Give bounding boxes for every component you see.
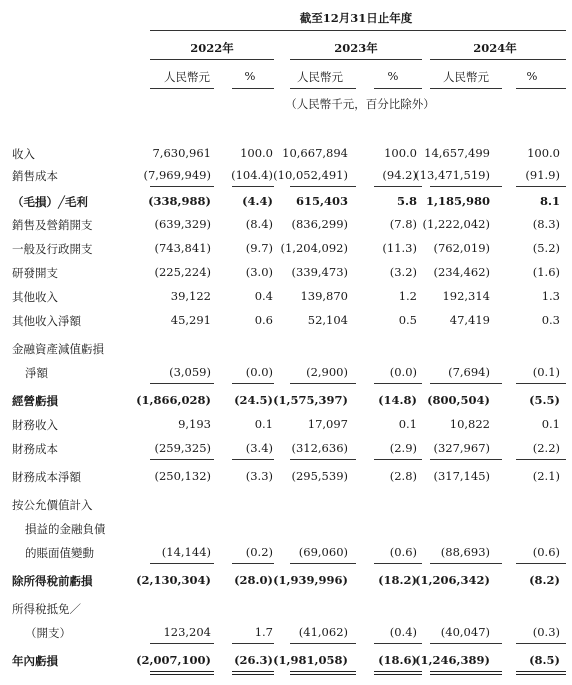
cell-value: 1,185,980 xyxy=(425,194,490,208)
cell-value: 47,419 xyxy=(449,313,490,327)
total-rule xyxy=(430,563,502,564)
cell-value: 123,204 xyxy=(163,625,211,639)
cell-value: (14,144) xyxy=(161,545,211,559)
cell-value: 0.1 xyxy=(254,417,273,431)
row-label: 經營虧損 xyxy=(12,394,58,408)
cell-value: (339,473) xyxy=(291,265,348,279)
total-rule xyxy=(430,459,502,460)
cell-value: 100.0 xyxy=(527,146,560,160)
row-label: （開支） xyxy=(25,626,71,640)
col-rule-6 xyxy=(516,88,566,89)
cell-value: (639,329) xyxy=(154,217,211,231)
cell-value: (338,988) xyxy=(148,194,211,208)
total-rule xyxy=(374,563,422,564)
cell-value: (3.4) xyxy=(245,441,273,455)
row-label: 收入 xyxy=(12,147,35,161)
cell-value: 100.0 xyxy=(384,146,417,160)
total-rule xyxy=(232,643,274,644)
row-label: 年內虧損 xyxy=(12,654,58,668)
cell-value: (18.2) xyxy=(378,573,417,587)
total-rule xyxy=(150,563,214,564)
row-label: 銷售及營銷開支 xyxy=(12,218,93,232)
cell-value: (91.9) xyxy=(525,168,560,182)
row-label: 除所得稅前虧損 xyxy=(12,574,93,588)
total-rule xyxy=(150,459,214,460)
cell-value: (88,693) xyxy=(440,545,490,559)
cell-value: (0.1) xyxy=(532,365,560,379)
cell-value: (1,222,042) xyxy=(422,217,490,231)
cell-value: 7,630,961 xyxy=(152,146,211,160)
total-rule xyxy=(290,383,356,384)
total-rule xyxy=(374,459,422,460)
row-label: 損益的金融負債 xyxy=(25,522,106,536)
cell-value: (1,246,389) xyxy=(415,653,490,667)
unit-note: （人民幣千元，百分比除外） xyxy=(285,97,435,111)
total-rule xyxy=(516,383,566,384)
row-label: 一般及行政開支 xyxy=(12,242,93,256)
cell-value: 1.2 xyxy=(398,289,417,303)
row-label: 銷售成本 xyxy=(12,169,58,183)
cell-value: (234,462) xyxy=(433,265,490,279)
cell-value: (2,007,100) xyxy=(136,653,211,667)
cell-value: 9,193 xyxy=(178,417,211,431)
cell-value: (8.3) xyxy=(532,217,560,231)
cell-value: 45,291 xyxy=(170,313,211,327)
row-label: 財務成本淨額 xyxy=(12,470,81,484)
cell-value: 1.3 xyxy=(541,289,560,303)
total-rule xyxy=(374,383,422,384)
cell-value: (18.6) xyxy=(378,653,417,667)
total-rule xyxy=(374,643,422,644)
cell-value: (1,206,342) xyxy=(415,573,490,587)
total-rule xyxy=(516,563,566,564)
cell-value: (1.6) xyxy=(532,265,560,279)
cell-value: 0.4 xyxy=(254,289,273,303)
cell-value: (295,539) xyxy=(291,469,348,483)
year-heading-2024: 2024年 xyxy=(473,41,517,55)
total-rule xyxy=(290,563,356,564)
cell-value: 100.0 xyxy=(240,146,273,160)
cell-value: (1,939,996) xyxy=(273,573,348,587)
row-label: 金融資產減值虧損 xyxy=(12,342,104,356)
pct-header-2024: % xyxy=(526,69,538,83)
cell-value: (13,471,519) xyxy=(415,168,490,182)
cell-value: (41,062) xyxy=(298,625,348,639)
cell-value: (8.5) xyxy=(529,653,560,667)
row-label: 財務收入 xyxy=(12,418,58,432)
cell-value: (9.7) xyxy=(245,241,273,255)
cell-value: 0.1 xyxy=(398,417,417,431)
cell-value: (26.3) xyxy=(234,653,273,667)
cell-value: 52,104 xyxy=(307,313,348,327)
cell-value: (836,299) xyxy=(291,217,348,231)
row-label: 按公允價值計入 xyxy=(12,498,93,512)
cell-value: 10,667,894 xyxy=(282,146,348,160)
row-label: 的賬面值變動 xyxy=(25,546,94,560)
total-rule xyxy=(232,671,274,675)
currency-header-2023: 人民幣元 xyxy=(297,70,343,84)
col-rule-1 xyxy=(150,88,214,89)
cell-value: (2,130,304) xyxy=(136,573,211,587)
cell-value: (327,967) xyxy=(433,441,490,455)
cell-value: 192,314 xyxy=(442,289,490,303)
cell-value: (24.5) xyxy=(234,393,273,407)
cell-value: 17,097 xyxy=(307,417,348,431)
cell-value: (14.8) xyxy=(378,393,417,407)
cell-value: 8.1 xyxy=(539,194,560,208)
cell-value: (1,204,092) xyxy=(280,241,348,255)
year-heading-2023: 2023年 xyxy=(334,41,378,55)
row-label: 所得稅抵免／ xyxy=(12,602,81,616)
total-rule xyxy=(150,383,214,384)
total-rule xyxy=(430,186,502,187)
row-label: 研發開支 xyxy=(12,266,58,280)
cell-value: 139,870 xyxy=(300,289,348,303)
col-rule-3 xyxy=(290,88,356,89)
cell-value: 0.5 xyxy=(398,313,417,327)
cell-value: (317,145) xyxy=(433,469,490,483)
cell-value: (259,325) xyxy=(154,441,211,455)
cell-value: (2.8) xyxy=(389,469,417,483)
total-rule xyxy=(232,383,274,384)
total-rule xyxy=(290,459,356,460)
col-rule-2 xyxy=(232,88,274,89)
total-rule xyxy=(150,186,214,187)
row-label: 財務成本 xyxy=(12,442,58,456)
year-rule-2023 xyxy=(290,59,422,60)
cell-value: (0.6) xyxy=(389,545,417,559)
total-rule xyxy=(232,459,274,460)
total-rule xyxy=(290,186,356,187)
col-rule-4 xyxy=(374,88,422,89)
cell-value: (28.0) xyxy=(234,573,273,587)
cell-value: (4.4) xyxy=(242,194,273,208)
total-rule xyxy=(516,459,566,460)
cell-value: (5.2) xyxy=(532,241,560,255)
currency-header-2022: 人民幣元 xyxy=(164,70,210,84)
cell-value: (762,019) xyxy=(433,241,490,255)
total-rule xyxy=(374,671,422,675)
total-rule xyxy=(290,643,356,644)
period-rule xyxy=(150,30,566,31)
cell-value: (7.8) xyxy=(389,217,417,231)
currency-header-2024: 人民幣元 xyxy=(443,70,489,84)
cell-value: (2.9) xyxy=(389,441,417,455)
cell-value: 10,822 xyxy=(449,417,490,431)
cell-value: 5.8 xyxy=(396,194,417,208)
total-rule xyxy=(516,643,566,644)
total-rule xyxy=(232,186,274,187)
cell-value: (0.2) xyxy=(245,545,273,559)
cell-value: (3.2) xyxy=(389,265,417,279)
total-rule xyxy=(430,383,502,384)
cell-value: (7,969,949) xyxy=(143,168,211,182)
cell-value: (0.4) xyxy=(389,625,417,639)
total-rule xyxy=(516,671,566,675)
total-rule xyxy=(430,643,502,644)
cell-value: (3,059) xyxy=(169,365,211,379)
total-rule xyxy=(374,186,422,187)
cell-value: (1,575,397) xyxy=(273,393,348,407)
cell-value: (11.3) xyxy=(382,241,417,255)
row-label: （毛損）╱毛利 xyxy=(12,195,88,209)
period-heading: 截至12月31日止年度 xyxy=(299,11,413,25)
total-rule xyxy=(516,186,566,187)
cell-value: (5.5) xyxy=(529,393,560,407)
year-rule-2022 xyxy=(150,59,274,60)
cell-value: (3.3) xyxy=(245,469,273,483)
cell-value: 39,122 xyxy=(170,289,211,303)
cell-value: (0.6) xyxy=(532,545,560,559)
cell-value: (225,224) xyxy=(154,265,211,279)
cell-value: (8.4) xyxy=(245,217,273,231)
cell-value: (7,694) xyxy=(448,365,490,379)
total-rule xyxy=(150,643,214,644)
pct-header-2023: % xyxy=(387,69,399,83)
cell-value: (800,504) xyxy=(427,393,490,407)
pct-header-2022: % xyxy=(244,69,256,83)
row-label: 其他收入 xyxy=(12,290,58,304)
cell-value: (312,636) xyxy=(291,441,348,455)
cell-value: 0.1 xyxy=(541,417,560,431)
cell-value: 1.7 xyxy=(254,625,273,639)
total-rule xyxy=(430,671,502,675)
cell-value: (0.0) xyxy=(245,365,273,379)
year-heading-2022: 2022年 xyxy=(190,41,234,55)
total-rule xyxy=(150,671,214,675)
cell-value: (104.4) xyxy=(231,168,273,182)
total-rule xyxy=(232,563,274,564)
cell-value: (8.2) xyxy=(529,573,560,587)
cell-value: (69,060) xyxy=(298,545,348,559)
row-label: 淨額 xyxy=(25,366,48,380)
cell-value: (94.2) xyxy=(382,168,417,182)
col-rule-5 xyxy=(430,88,502,89)
cell-value: 0.3 xyxy=(541,313,560,327)
cell-value: (2.1) xyxy=(532,469,560,483)
cell-value: 0.6 xyxy=(254,313,273,327)
cell-value: 615,403 xyxy=(295,194,348,208)
cell-value: (10,052,491) xyxy=(273,168,348,182)
cell-value: (1,866,028) xyxy=(136,393,211,407)
cell-value: (743,841) xyxy=(154,241,211,255)
cell-value: (2,900) xyxy=(306,365,348,379)
cell-value: (0.0) xyxy=(389,365,417,379)
cell-value: (3.0) xyxy=(245,265,273,279)
cell-value: (0.3) xyxy=(532,625,560,639)
cell-value: 14,657,499 xyxy=(424,146,490,160)
year-rule-2024 xyxy=(430,59,566,60)
total-rule xyxy=(290,671,356,675)
cell-value: (2.2) xyxy=(532,441,560,455)
cell-value: (1,981,058) xyxy=(273,653,348,667)
cell-value: (250,132) xyxy=(154,469,211,483)
row-label: 其他收入淨額 xyxy=(12,314,81,328)
cell-value: (40,047) xyxy=(440,625,490,639)
